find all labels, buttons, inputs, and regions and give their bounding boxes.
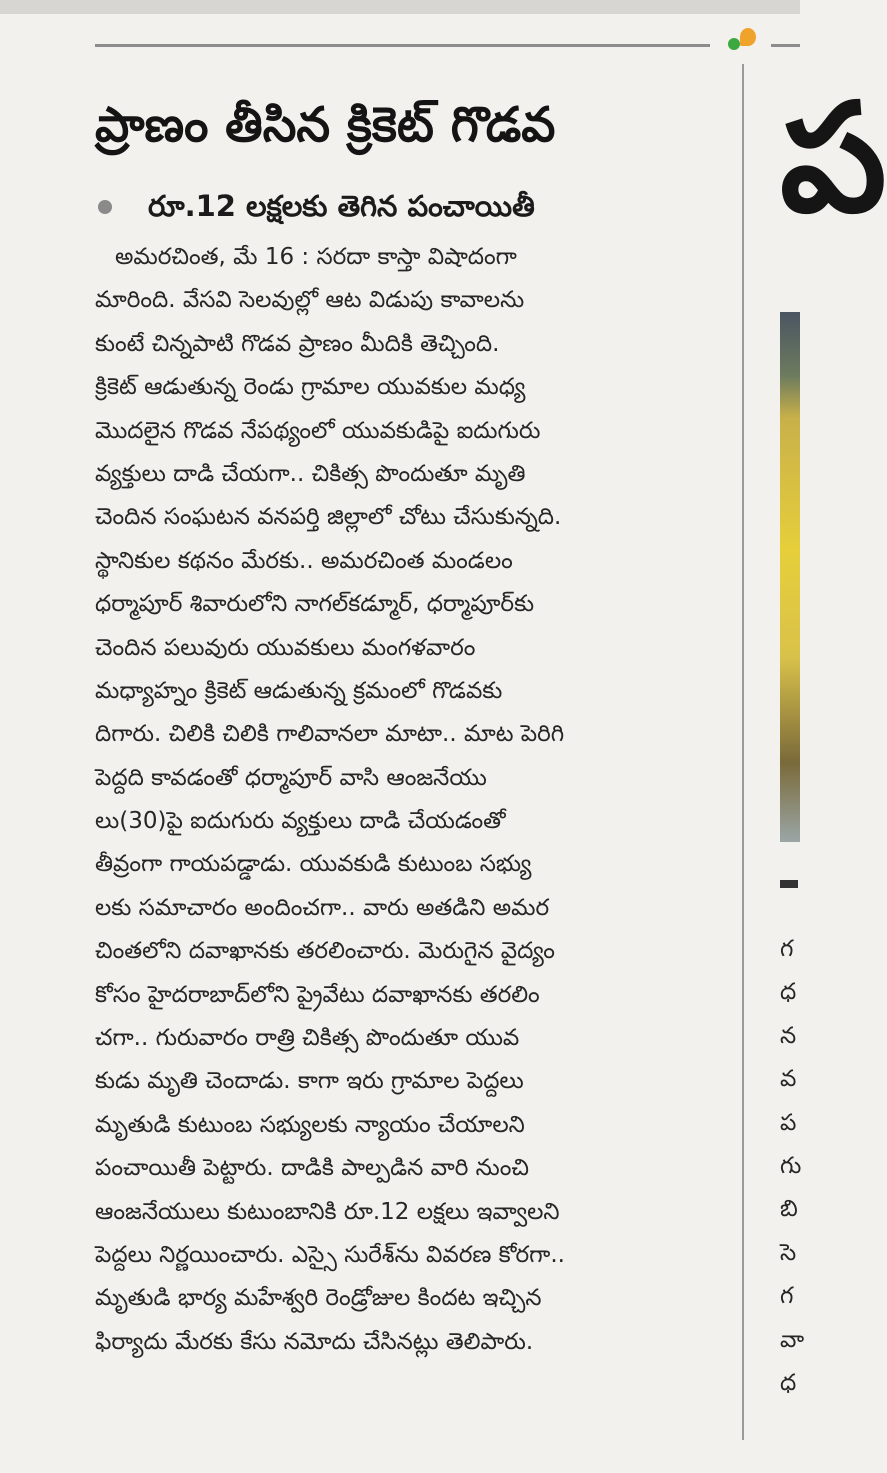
neighbor-line: గ (780, 1283, 794, 1310)
body-line: చెందిన సంఘటన వనపర్తి జిల్లాలో చోటు చేసుకున్నది. (95, 504, 562, 531)
body-line: చెందిన పలువురు యువకులు మంగళవారం (95, 634, 476, 661)
section-divider-rule-right (771, 44, 800, 47)
body-line: కుడు మృతి చెందాడు. కాగా ఇరు గ్రామాల పెద్దలు (95, 1068, 524, 1095)
body-line: క్రికెట్ ఆడుతున్న రెండు గ్రామాల యువకుల మధ్య (95, 374, 526, 401)
neighbor-line: గ (780, 936, 794, 962)
neighbor-headline-glyph: ప (780, 72, 887, 246)
body-line: కుంటే చిన్నపాటి గొడవ ప్రాణం మీదికి తెచ్చింది. (95, 330, 500, 357)
neighbor-line: బి (780, 1196, 798, 1223)
body-line: పెద్దలు నిర్ణయించారు. ఎస్సై సురేశ్‌ను వివరణ కోరగా.. (95, 1241, 565, 1268)
neighbor-line: వా (780, 1326, 805, 1353)
body-line: లు(30)పై ఐదుగురు వ్యక్తులు దాడి చేయడంతో (95, 808, 506, 835)
neighbor-body (780, 928, 810, 1405)
neighbor-line: సె (780, 1239, 797, 1266)
article-headline: ప్రాణం తీసిన క్రికెట్ గొడవ (95, 97, 556, 153)
neighbor-article-photo (780, 312, 800, 842)
cropped-previous-article-strip (0, 0, 800, 14)
body-line: చింతలోని దవాఖానకు తరలించారు. మెరుగైన వైద్యం (95, 938, 555, 965)
neighbor-line: ధ (780, 1369, 797, 1396)
body-line: మృతుడి భార్య మహేశ్వరి రెండ్రోజుల కిందట ఇచ్చిన (95, 1285, 542, 1312)
neighbor-line: న (780, 1022, 797, 1049)
neighbor-article-cropped (750, 64, 887, 1464)
section-divider-rule (95, 44, 710, 47)
body-line: మృతుడి కుటుంబ సభ్యులకు న్యాయం చేయాలని (95, 1111, 525, 1138)
body-line: స్థానికుల కథనం మేరకు.. అమరచింత మండలం (95, 547, 513, 574)
body-line: పంచాయితీ పెట్టారు. దాడికి పాల్పడిన వారి నుంచి (95, 1155, 530, 1182)
body-line: దిగారు. చిలికి చిలికి గాలివానలా మాటా.. మాట పెరిగి (95, 721, 565, 748)
body-line: పెద్దది కావడంతో ధర్మాపూర్ వాసి ఆంజనేయు (95, 764, 487, 791)
body-line: లకు సమాచారం అందించగా.. వారు అతడిని అమర (95, 894, 550, 921)
neighbor-line: ధ (780, 979, 797, 1006)
body-line: ఫిర్యాదు మేరకు కేసు నమోదు చేసినట్లు తెలిపారు. (95, 1328, 534, 1355)
newspaper-logo-icon (724, 28, 764, 60)
column-divider (742, 64, 744, 1440)
body-line: తీవ్రంగా గాయపడ్డాడు. యువకుడి కుటుంబ సభ్యు (95, 851, 532, 878)
body-line: వ్యక్తులు దాడి చేయగా.. చికిత్స పొందుతూ మృతి (95, 460, 526, 487)
neighbor-line: గు (780, 1152, 802, 1179)
article-body (95, 236, 735, 1364)
body-line: ఆంజనేయులు కుటుంబానికి రూ.12 లక్షలు ఇవ్వాలని (95, 1198, 560, 1225)
neighbor-line: వ (780, 1066, 797, 1093)
body-line: కోసం హైదరాబాద్‌లోని ప్రైవేటు దవాఖానకు తరలిం (95, 981, 540, 1008)
bullet-icon (98, 200, 112, 214)
body-line: ధర్మాపూర్ శివారులోని నాగల్‌కడ్మూర్, ధర్మాపూర్‌కు (95, 591, 535, 618)
neighbor-line: ప (780, 1109, 797, 1136)
body-line: మధ్యాహ్నం క్రికెట్ ఆడుతున్న క్రమంలో గొడవకు (95, 677, 503, 704)
photo-caption-marker (780, 880, 798, 888)
body-line: చగా.. గురువారం రాత్రి చికిత్స పొందుతూ యువ (95, 1025, 520, 1052)
body-line: అమరచింత, మే 16 : సరదా కాస్తా విషాదంగా (115, 244, 517, 270)
article-subheadline: రూ.12 లక్షలకు తెగిన పంచాయితీ (148, 189, 535, 223)
body-line: మొదలైన గొడవ నేపథ్యంలో యువకుడిపై ఐదుగురు (95, 417, 541, 444)
body-line: మారింది. వేసవి సెలవుల్లో ఆట విడుపు కావాలను (95, 287, 525, 314)
